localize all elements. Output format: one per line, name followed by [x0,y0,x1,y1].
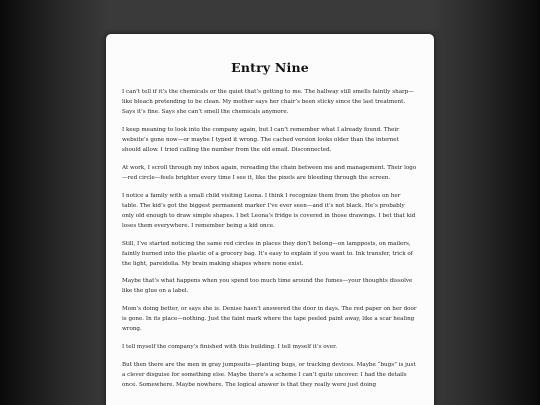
paragraph: Maybe that’s what happens when you spend too much time around the fumes—your thoughts dissolve like the glue on a label. [122,278,413,295]
paragraph: Mom’s doing better, or says she is. Denise hasn’t answered the door in days. The red paper on her door is gone. In its place—nothing. Just the faint mark where the tape peeled paint away, like a scar healing wrong. [122,306,417,333]
entry-title: Entry Nine [231,60,309,75]
paragraph: I tell myself the company’s finished with this building. I tell myself it’s over. [122,344,337,351]
paragraph: I keep meaning to look into the company again, but I can’t remember what I already found. Their website’s gone now—or maybe I typed it wrong. The cached version looks older than the internet should allow. I tried calling the number from the old email. Disconnected. [122,126,399,154]
paragraph: Still, I’ve started noticing the same red circles in places they don’t belong—on lampposts, on mailers, faintly burned into the plastic of a grocery bag. It’s easy to explain if you want to. Ink transfer, trick of the light, pareidolia. My brain making shapes where none exist. [122,240,413,267]
paragraph: But then there are the men in gray jumpsuits—planting bugs, or tracking devices. Maybe “bugs” is just a clever disguise for something else. Maybe there’s a scheme I can’t quite uncover. I had the details once. Somewhere. Maybe nowhere. The logical answer is that they really were just doing [122,361,416,388]
paragraph: I can’t tell if it’s the chemicals or the quiet that’s getting to me. The hallway still smells faintly sharp—like bleach pretending to be clean. My mother says her chair’s been sticky since the last treatment. Says it’s fine. Says she can’t smell the chemicals anymore. [122,89,414,116]
paragraph: At work, I scroll through my inbox again, rereading the chain between me and management. Their logo—red circle—feels brighter every time I see it, like the pixels are bleeding through the screen. [122,164,417,181]
paragraph: I notice a family with a small child visiting Leona. I think I recognize them from the photos on her table. The kid’s got the biggest permanent marker I’ve ever seen—and it’s not black. He’s probably only old enough to draw simple shapes. I bet Leona’s fridge is covered in those drawings. I bet that kid loses them everywhere. I remember being a kid once. [122,192,416,229]
journal-page [106,34,434,405]
